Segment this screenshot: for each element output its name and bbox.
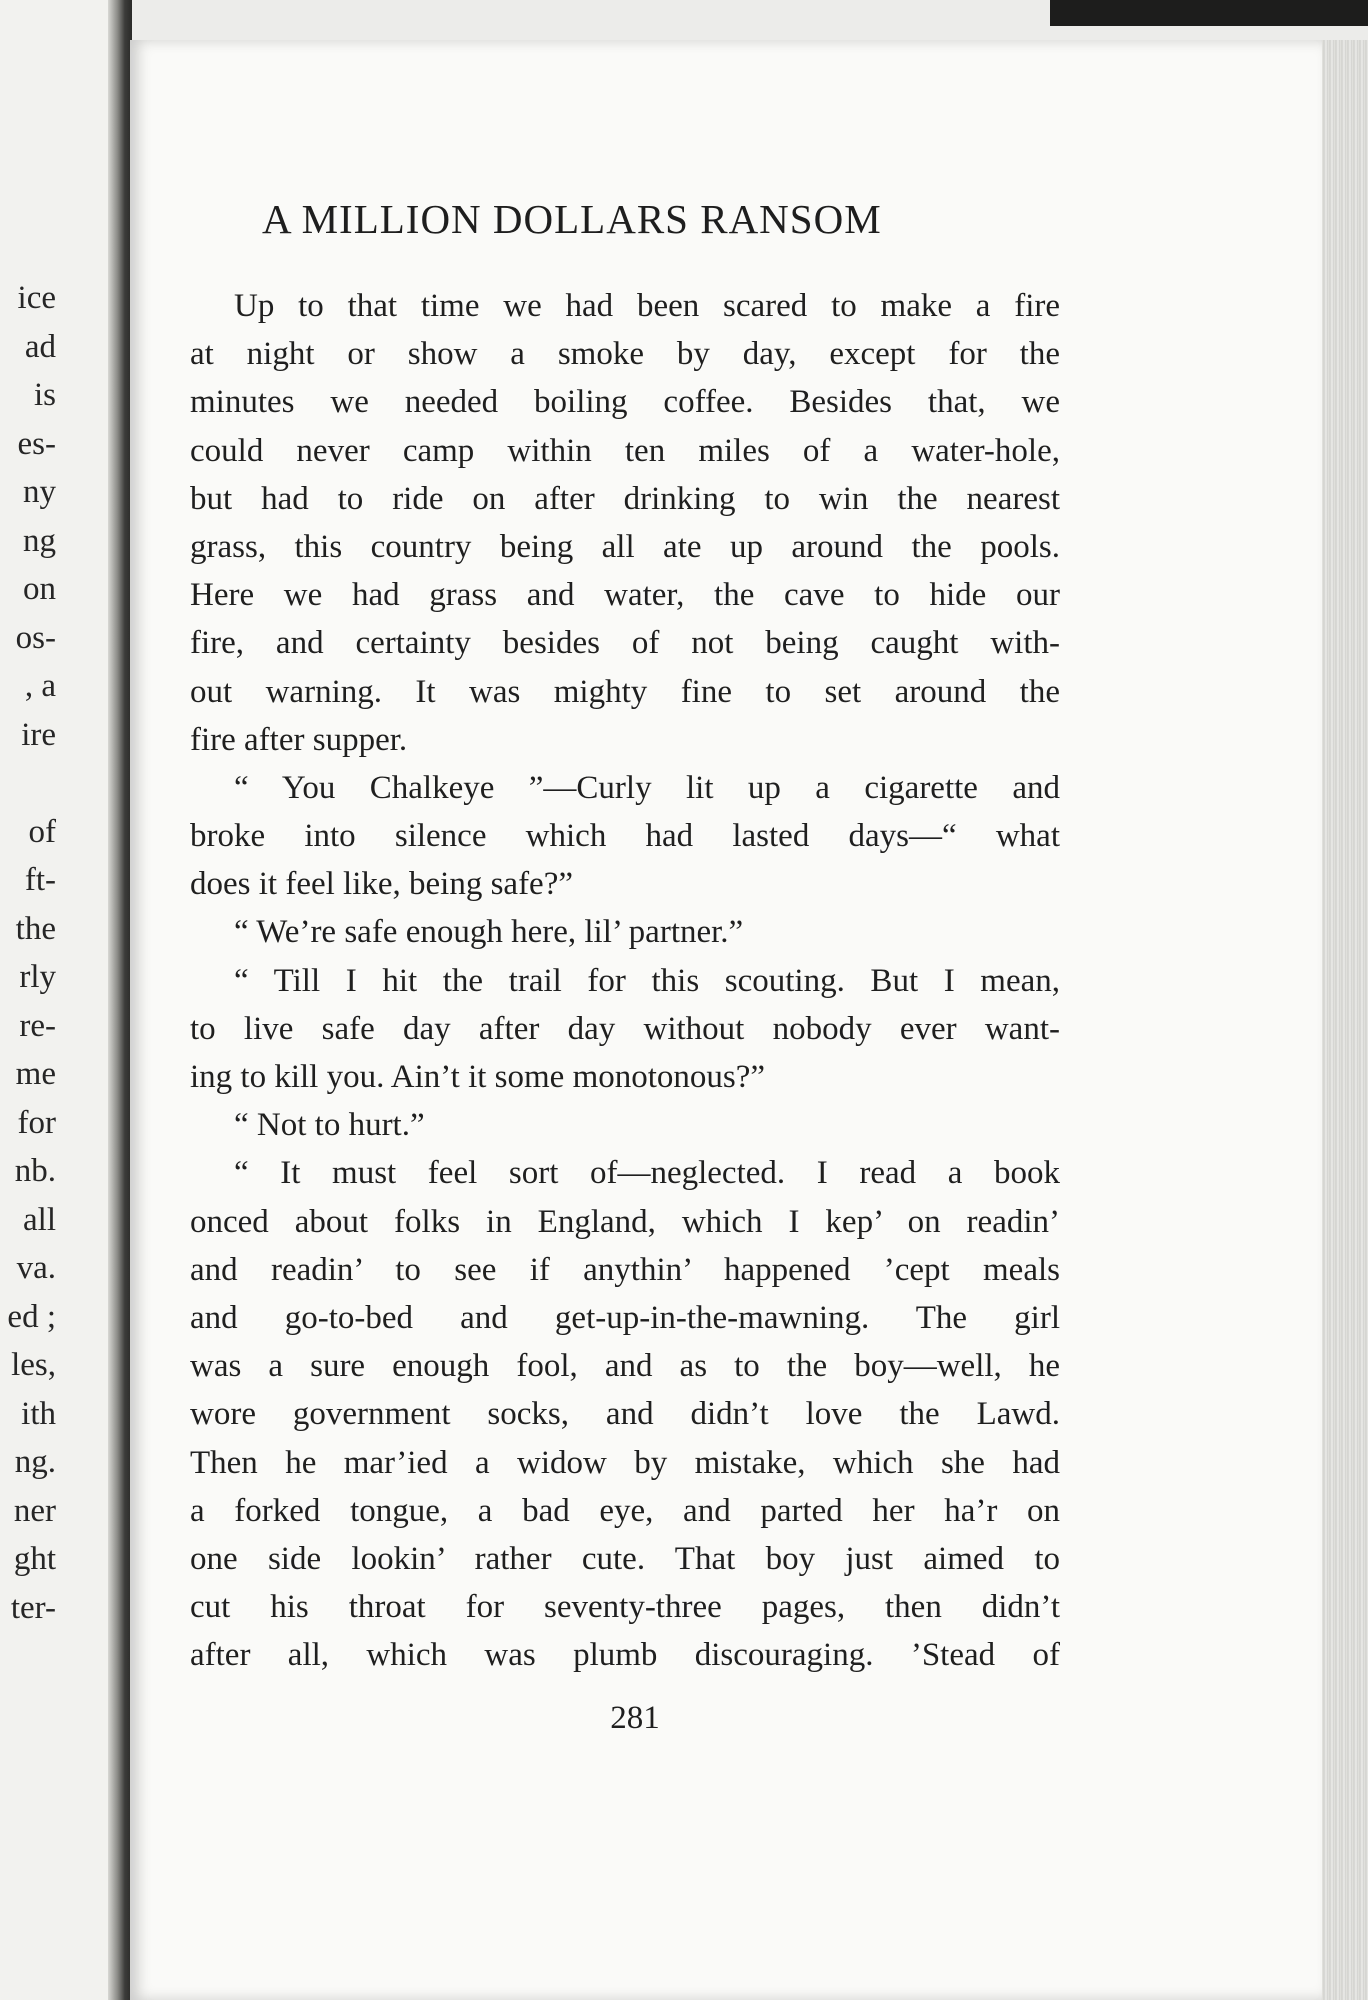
text-line: “ It must feel sort of—neglected. I read a book — [234, 1155, 1060, 1192]
text-line: does it feel like, being safe?” — [190, 866, 573, 903]
previous-page-fragment: is — [33, 377, 56, 413]
text-line: after all, which was plumb discouraging. ’Stead of — [190, 1637, 1060, 1674]
text-line: ing to kill you. Ain’t it some monotonous?” — [190, 1059, 766, 1095]
previous-page-fragment: va. — [16, 1250, 56, 1286]
page-edges — [1322, 40, 1368, 2000]
text-line: and go-to-bed and get-up-in-the-mawning. The girl — [190, 1299, 1060, 1336]
text-line: at night or show a smoke by day, except for the — [190, 336, 1060, 373]
text-line: but had to ride on after drinking to win the nearest — [190, 480, 1060, 517]
previous-page-fragment: ith — [21, 1395, 56, 1432]
previous-page-fragment — [0, 765, 56, 814]
text-line: minutes we needed boiling coffee. Besides that, we — [190, 384, 1060, 421]
previous-page-fragment: nb. — [14, 1153, 56, 1189]
previous-page-fragment: ter- — [10, 1589, 56, 1626]
previous-page-fragment: ner — [13, 1492, 56, 1529]
previous-page-fragment: ire — [21, 716, 56, 753]
previous-page-fragment: for — [17, 1104, 56, 1141]
previous-page-fragment: ny — [23, 474, 56, 510]
text-line: out warning. It was mighty fine to set around the — [190, 673, 1060, 710]
text-line: “ We’re safe enough here, lil’ partner.” — [234, 914, 744, 951]
text-line: fire, and certainty besides of not being caught with- — [190, 625, 1060, 662]
text-line: one side lookin’ rather cute. That boy just aimed to — [190, 1540, 1060, 1577]
text-line: and readin’ to see if anythin’ happened ’cept meals — [190, 1251, 1060, 1288]
previous-page-fragment: rly — [19, 959, 56, 995]
previous-page-fragment: es- — [17, 425, 56, 462]
previous-page-fragment: all — [23, 1201, 56, 1238]
text-line: broke into silence which had lasted days—“ what — [190, 818, 1060, 855]
page-number: 281 — [610, 1700, 660, 1736]
previous-page-fragment: me — [15, 1056, 56, 1092]
previous-page-fragment: ft- — [24, 862, 56, 898]
previous-page-fragment: of — [28, 813, 56, 850]
text-line: was a sure enough fool, and as to the boy—well, he — [190, 1348, 1060, 1385]
text-line: grass, this country being all ate up around the pools. — [190, 528, 1060, 565]
running-head: A MILLION DOLLARS RANSOM — [262, 196, 882, 242]
previous-page-fragment: ng. — [14, 1444, 56, 1480]
page-body-text — [190, 282, 1060, 1679]
top-margin — [0, 0, 1368, 40]
previous-page-fragment: the — [15, 910, 56, 947]
text-line: to live safe day after day without nobody ever want- — [190, 1010, 1060, 1047]
text-line: could never camp within ten miles of a water-hole, — [190, 432, 1060, 469]
text-line: “ Till I hit the trail for this scouting. But I mean, — [234, 962, 1060, 999]
previous-page-fragment: les, — [11, 1347, 56, 1383]
previous-page-fragment: re- — [19, 1007, 56, 1044]
text-line: “ Not to hurt.” — [234, 1107, 425, 1144]
text-line: Then he mar’ied a widow by mistake, which she had — [190, 1444, 1060, 1481]
previous-page-fragment: on — [23, 571, 56, 607]
previous-page-fragment: , a — [24, 668, 56, 704]
text-line: wore government socks, and didn’t love the Lawd. — [190, 1396, 1060, 1433]
text-line: a forked tongue, a bad eye, and parted her ha’r on — [190, 1492, 1060, 1529]
previous-page-fragment: ed ; — [7, 1298, 56, 1335]
previous-page-fragment: ng — [23, 522, 56, 559]
text-line: cut his throat for seventy-three pages, then didn’t — [190, 1589, 1060, 1626]
previous-page-fragment: ice — [17, 280, 56, 316]
previous-page-fragment: os- — [15, 619, 56, 656]
book-gutter — [108, 0, 132, 2000]
previous-page — [0, 0, 124, 2000]
previous-page-fragment: ght — [13, 1541, 56, 1577]
text-line: “ You Chalkeye ”—Curly lit up a cigarette and — [234, 769, 1060, 806]
previous-page-text-fragments — [0, 280, 56, 1638]
text-line: onced about folks in England, which I kep’ on readin’ — [190, 1203, 1060, 1240]
text-line: Up to that time we had been scared to make a fire — [234, 288, 1060, 324]
top-right-dark-background — [1050, 0, 1368, 26]
text-line: Here we had grass and water, the cave to hide our — [190, 577, 1060, 614]
text-line: fire after supper. — [190, 721, 408, 758]
previous-page-fragment: ad — [24, 328, 56, 365]
